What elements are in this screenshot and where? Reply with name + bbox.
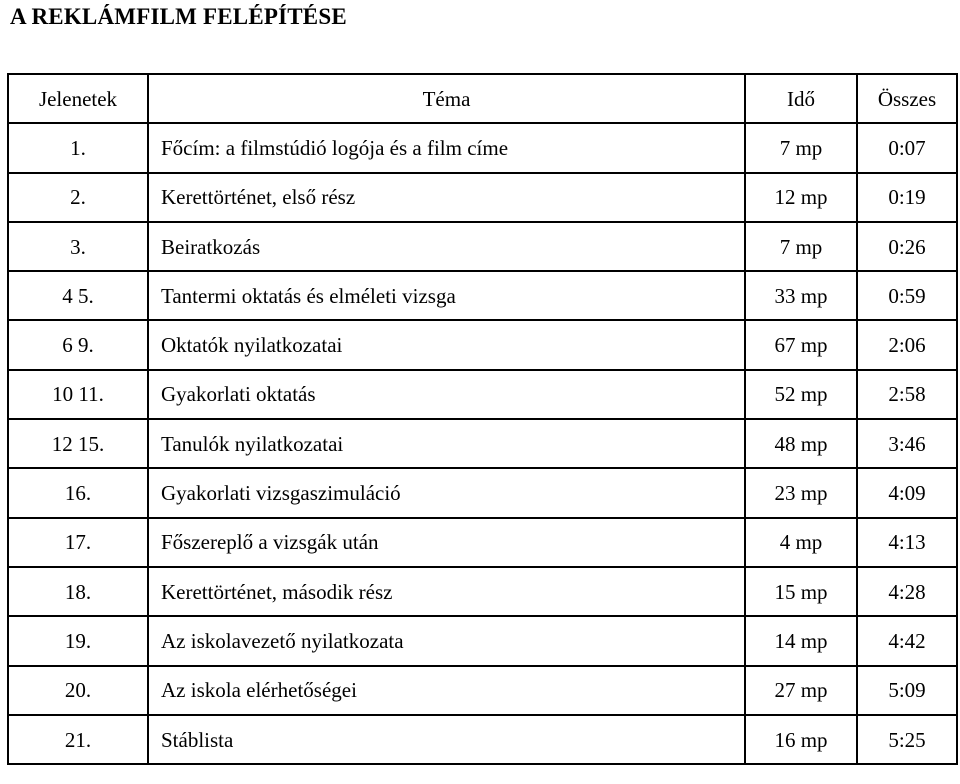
table-row <box>8 173 957 222</box>
time-cell: 48 mp <box>745 419 857 468</box>
total-cell: 5:25 <box>857 715 957 764</box>
film-structure-table <box>7 73 958 765</box>
header-total: Összes <box>857 74 957 123</box>
total-cell: 4:28 <box>857 567 957 616</box>
table-row <box>8 567 957 616</box>
time-cell: 33 mp <box>745 271 857 320</box>
table-row <box>8 419 957 468</box>
table-row <box>8 271 957 320</box>
total-cell: 0:59 <box>857 271 957 320</box>
topic-cell: Az iskola elérhetőségei <box>148 666 745 715</box>
scene-cell: 4 5. <box>8 271 148 320</box>
table-row <box>8 715 957 764</box>
header-topic: Téma <box>148 74 745 123</box>
table-row <box>8 518 957 567</box>
scene-cell: 10 11. <box>8 370 148 419</box>
total-cell: 4:13 <box>857 518 957 567</box>
time-cell: 7 mp <box>745 222 857 271</box>
table-row <box>8 370 957 419</box>
topic-cell: Gyakorlati vizsgaszimuláció <box>148 468 745 517</box>
scene-cell: 21. <box>8 715 148 764</box>
scene-cell: 1. <box>8 123 148 172</box>
topic-cell: Kerettörténet, második rész <box>148 567 745 616</box>
scene-cell: 12 15. <box>8 419 148 468</box>
scene-cell: 17. <box>8 518 148 567</box>
total-cell: 2:06 <box>857 320 957 369</box>
time-cell: 16 mp <box>745 715 857 764</box>
scene-cell: 3. <box>8 222 148 271</box>
topic-cell: Stáblista <box>148 715 745 764</box>
table-header-row <box>8 74 957 123</box>
scene-cell: 16. <box>8 468 148 517</box>
topic-cell: Kerettörténet, első rész <box>148 173 745 222</box>
time-cell: 67 mp <box>745 320 857 369</box>
topic-cell: Főcím: a filmstúdió logója és a film címe <box>148 123 745 172</box>
scene-cell: 2. <box>8 173 148 222</box>
total-cell: 0:19 <box>857 173 957 222</box>
table-row <box>8 666 957 715</box>
header-scenes: Jelenetek <box>8 74 148 123</box>
header-time: Idő <box>745 74 857 123</box>
time-cell: 14 mp <box>745 616 857 665</box>
table-row <box>8 320 957 369</box>
time-cell: 12 mp <box>745 173 857 222</box>
total-cell: 2:58 <box>857 370 957 419</box>
time-cell: 7 mp <box>745 123 857 172</box>
scene-cell: 20. <box>8 666 148 715</box>
total-cell: 0:26 <box>857 222 957 271</box>
total-cell: 4:09 <box>857 468 957 517</box>
total-cell: 3:46 <box>857 419 957 468</box>
scene-cell: 6 9. <box>8 320 148 369</box>
time-cell: 23 mp <box>745 468 857 517</box>
topic-cell: Tantermi oktatás és elméleti vizsga <box>148 271 745 320</box>
document-title: A REKLÁMFILM FELÉPÍTÉSE <box>10 4 347 29</box>
topic-cell: Az iskolavezető nyilatkozata <box>148 616 745 665</box>
table-row <box>8 468 957 517</box>
time-cell: 15 mp <box>745 567 857 616</box>
topic-cell: Beiratkozás <box>148 222 745 271</box>
time-cell: 4 mp <box>745 518 857 567</box>
total-cell: 0:07 <box>857 123 957 172</box>
total-cell: 4:42 <box>857 616 957 665</box>
topic-cell: Oktatók nyilatkozatai <box>148 320 745 369</box>
total-cell: 5:09 <box>857 666 957 715</box>
scene-cell: 18. <box>8 567 148 616</box>
topic-cell: Főszereplő a vizsgák után <box>148 518 745 567</box>
time-cell: 52 mp <box>745 370 857 419</box>
table-row <box>8 123 957 172</box>
table-row <box>8 616 957 665</box>
table-row <box>8 222 957 271</box>
topic-cell: Tanulók nyilatkozatai <box>148 419 745 468</box>
topic-cell: Gyakorlati oktatás <box>148 370 745 419</box>
time-cell: 27 mp <box>745 666 857 715</box>
scene-cell: 19. <box>8 616 148 665</box>
